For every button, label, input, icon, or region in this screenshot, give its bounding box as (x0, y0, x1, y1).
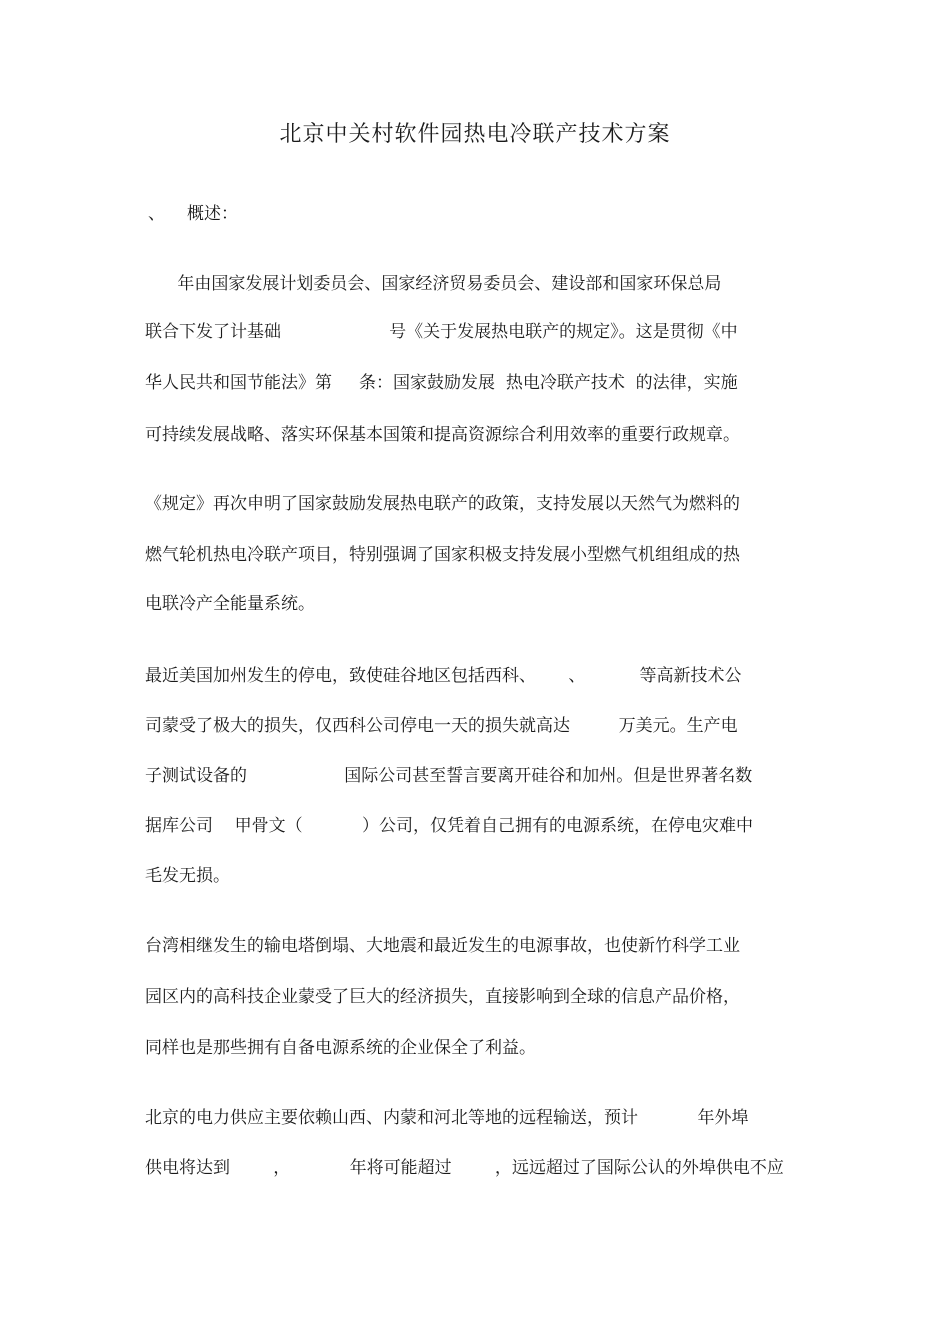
paragraph-2-line-2: 燃气轮机热电冷联产项目，特别强调了国家积极支持发展小型燃气机组组成的热 (145, 545, 740, 565)
section-heading-text: 概述： (187, 204, 238, 224)
paragraph-3-line-4: 据库公司 甲骨文（ ）公司，仅凭着自己拥有的电源系统，在停电灾难中 (145, 816, 754, 836)
paragraph-1-line-3: 华人民共和国节能法》第 条：国家鼓励发展 热电冷联产技术 的法律，实施 (145, 373, 738, 393)
section-heading (148, 196, 238, 232)
paragraph-2-line-1: 《规定》再次申明了国家鼓励发展热电联产的政策，支持发展以天然气为燃料的 (145, 494, 740, 514)
paragraph-4-line-2: 园区内的高科技企业蒙受了巨大的经济损失，直接影响到全球的信息产品价格， (145, 987, 740, 1007)
paragraph-5-line-1: 北京的电力供应主要依赖山西、内蒙和河北等地的远程输送，预计 年外埠 (145, 1108, 749, 1128)
paragraph-3-line-3: 子测试设备的 国际公司甚至誓言要离开硅谷和加州。但是世界著名数 (145, 766, 753, 786)
paragraph-4-line-1: 台湾相继发生的输电塔倒塌、大地震和最近发生的电源事故，也使新竹科学工业 (145, 936, 740, 956)
paragraph-4-line-3: 同样也是那些拥有自备电源系统的企业保全了利益。 (145, 1038, 536, 1058)
paragraph-1-line-2: 联合下发了计基础 号《关于发展热电联产的规定》。这是贯彻《中 (145, 322, 738, 342)
paragraph-1-line-4: 可持续发展战略、落实环保基本国策和提高资源综合利用效率的重要行政规章。 (145, 425, 740, 445)
paragraph-3-line-2: 司蒙受了极大的损失，仅西科公司停电一天的损失就高达 万美元。生产电 (145, 716, 738, 736)
paragraph-3-line-5: 毛发无损。 (145, 866, 230, 886)
paragraph-1-line-1: 年由国家发展计划委员会、国家经济贸易委员会、建设部和国家环保总局 (145, 274, 722, 294)
document-title: 北京中关村软件园热电冷联产技术方案 (279, 122, 671, 147)
paragraph-2-line-3: 电联冷产全能量系统。 (145, 594, 315, 614)
paragraph-5-line-2: 供电将达到 ， 年将可能超过 ，远远超过了国际公认的外埠供电不应 (145, 1158, 784, 1178)
paragraph-3-line-1: 最近美国加州发生的停电，致使硅谷地区包括西科、 、 等高新技术公 (145, 666, 742, 686)
section-number-mark: 、 (148, 204, 165, 224)
